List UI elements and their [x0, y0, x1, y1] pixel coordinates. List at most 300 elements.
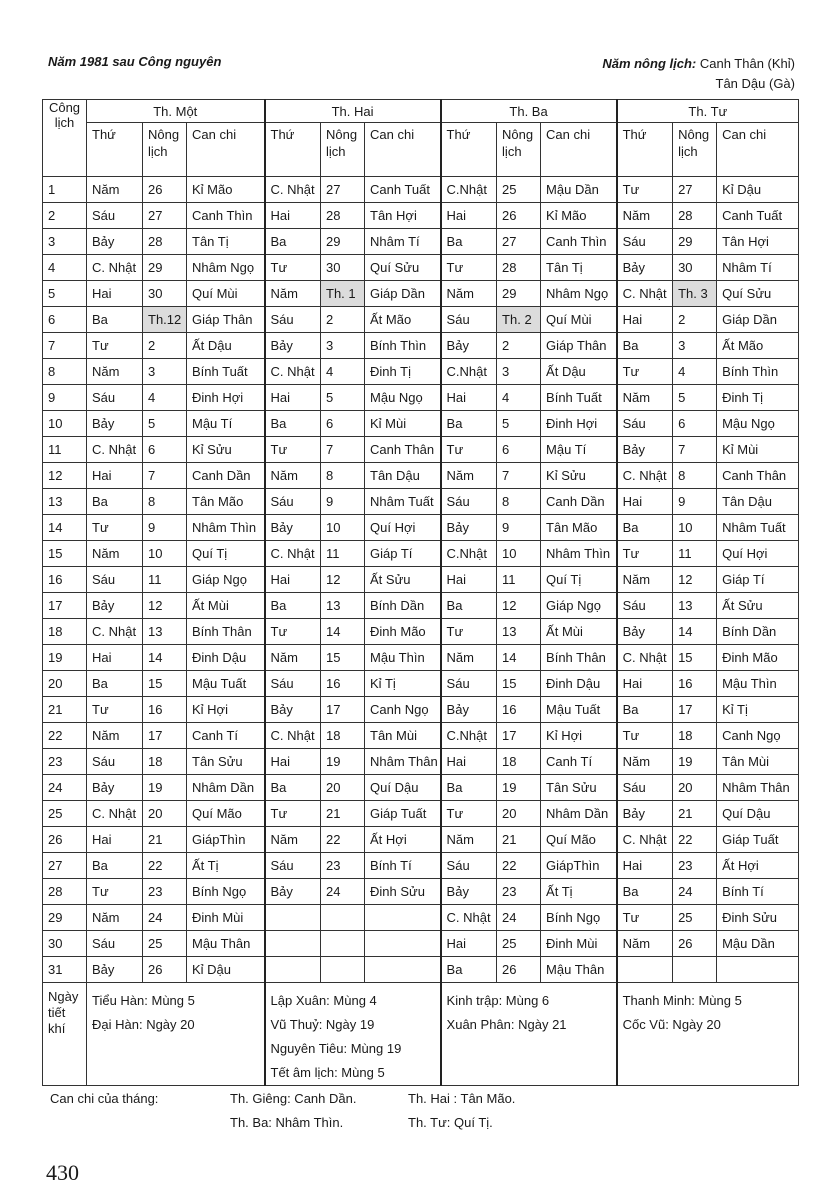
- table-cell: Bảy: [265, 879, 321, 905]
- table-cell: Năm: [87, 541, 143, 567]
- table-cell: 15: [497, 671, 541, 697]
- table-cell: Quí Tị: [187, 541, 265, 567]
- table-cell: 11: [673, 541, 717, 567]
- day-cell: 19: [43, 645, 87, 671]
- table-cell: 16: [673, 671, 717, 697]
- table-cell: Nhâm Ngọ: [541, 281, 617, 307]
- table-cell: Sáu: [87, 749, 143, 775]
- table-cell: 11: [143, 567, 187, 593]
- table-cell: Canh Thìn: [187, 203, 265, 229]
- table-cell: Hai: [441, 931, 497, 957]
- tiet-khi-cell: [441, 983, 617, 1086]
- table-cell: [321, 905, 365, 931]
- table-cell: Tư: [265, 255, 321, 281]
- table-cell: Tân Mão: [541, 515, 617, 541]
- table-cell: C. Nhật: [87, 437, 143, 463]
- table-cell: Tân Tị: [541, 255, 617, 281]
- table-cell: C.Nhật: [441, 177, 497, 203]
- table-cell: 17: [673, 697, 717, 723]
- table-cell: 18: [497, 749, 541, 775]
- table-cell: Giáp Tí: [365, 541, 441, 567]
- table-cell: Quí Dậu: [365, 775, 441, 801]
- table-cell: Năm: [87, 359, 143, 385]
- table-cell: Năm: [441, 645, 497, 671]
- table-cell: Năm: [265, 827, 321, 853]
- table-cell: Ất Dậu: [541, 359, 617, 385]
- tiet-khi-item: Lập Xuân: Mùng 4: [270, 993, 377, 1008]
- table-cell: Mậu Tuất: [187, 671, 265, 697]
- table-cell: GiápThìn: [187, 827, 265, 853]
- table-cell: Th.12: [143, 307, 187, 333]
- table-cell: 16: [497, 697, 541, 723]
- corner-header: Công lịch: [43, 100, 87, 177]
- table-row: [43, 541, 799, 567]
- table-cell: 3: [143, 359, 187, 385]
- day-cell: 14: [43, 515, 87, 541]
- table-cell: Mậu Thân: [541, 957, 617, 983]
- table-cell: 5: [143, 411, 187, 437]
- tiet-khi-cell: [265, 983, 441, 1086]
- table-cell: Giáp Tuất: [717, 827, 799, 853]
- table-cell: Mậu Dần: [717, 931, 799, 957]
- table-cell: Hai: [617, 307, 673, 333]
- table-cell: Tư: [441, 801, 497, 827]
- table-cell: 28: [143, 229, 187, 255]
- table-cell: Quí Mão: [541, 827, 617, 853]
- table-row: [43, 177, 799, 203]
- table-cell: [265, 905, 321, 931]
- table-cell: Ba: [441, 957, 497, 983]
- table-cell: Ba: [617, 879, 673, 905]
- table-cell: 30: [321, 255, 365, 281]
- table-cell: 20: [497, 801, 541, 827]
- table-cell: Nhâm Dần: [541, 801, 617, 827]
- table-cell: 2: [143, 333, 187, 359]
- table-cell: Tư: [87, 879, 143, 905]
- table-cell: Tân Sửu: [187, 749, 265, 775]
- column-header: Can chi: [365, 123, 441, 177]
- table-cell: Sáu: [265, 853, 321, 879]
- table-cell: C. Nhật: [441, 905, 497, 931]
- table-cell: 5: [673, 385, 717, 411]
- table-cell: C. Nhật: [617, 827, 673, 853]
- table-cell: 19: [143, 775, 187, 801]
- table-cell: Hai: [87, 645, 143, 671]
- table-cell: Quí Tị: [541, 567, 617, 593]
- table-cell: 21: [497, 827, 541, 853]
- table-cell: Năm: [87, 723, 143, 749]
- table-cell: 16: [143, 697, 187, 723]
- table-cell: Hai: [617, 489, 673, 515]
- table-cell: Ất Mão: [365, 307, 441, 333]
- table-cell: 19: [673, 749, 717, 775]
- table-row: [43, 437, 799, 463]
- table-cell: 5: [321, 385, 365, 411]
- table-cell: Ba: [617, 515, 673, 541]
- table-cell: Ba: [617, 333, 673, 359]
- table-row: [43, 255, 799, 281]
- table-cell: Tư: [617, 177, 673, 203]
- table-cell: Kỉ Dậu: [187, 957, 265, 983]
- table-cell: 26: [497, 957, 541, 983]
- table-cell: 27: [321, 177, 365, 203]
- day-cell: 18: [43, 619, 87, 645]
- table-cell: 24: [321, 879, 365, 905]
- month-canchi-col2: [408, 1087, 515, 1135]
- table-cell: C. Nhật: [617, 645, 673, 671]
- table-cell: Nhâm Thìn: [541, 541, 617, 567]
- tiet-khi-cell: [87, 983, 265, 1086]
- table-cell: Nhâm Thìn: [187, 515, 265, 541]
- table-cell: 8: [497, 489, 541, 515]
- table-cell: Ất Mão: [717, 333, 799, 359]
- table-cell: 4: [673, 359, 717, 385]
- table-cell: Tư: [87, 515, 143, 541]
- day-cell: 25: [43, 801, 87, 827]
- table-cell: Canh Tí: [187, 723, 265, 749]
- table-cell: Bính Ngọ: [541, 905, 617, 931]
- table-cell: 13: [497, 619, 541, 645]
- day-cell: 3: [43, 229, 87, 255]
- table-cell: [617, 957, 673, 983]
- day-cell: 7: [43, 333, 87, 359]
- table-cell: 18: [673, 723, 717, 749]
- table-cell: Bảy: [617, 437, 673, 463]
- table-cell: Đinh Mùi: [541, 931, 617, 957]
- tiet-khi-item: Tiểu Hàn: Mùng 5: [92, 993, 195, 1008]
- lunar-year-heading: [602, 54, 795, 94]
- table-cell: 28: [673, 203, 717, 229]
- table-cell: 26: [143, 957, 187, 983]
- table-cell: 18: [321, 723, 365, 749]
- tiet-khi-item: Xuân Phân: Ngày 21: [446, 1017, 567, 1032]
- table-cell: 13: [143, 619, 187, 645]
- table-cell: Canh Thân: [717, 463, 799, 489]
- table-cell: Đinh Dậu: [187, 645, 265, 671]
- table-cell: 24: [673, 879, 717, 905]
- table-cell: Bính Tuất: [187, 359, 265, 385]
- table-cell: Kỉ Mùi: [365, 411, 441, 437]
- table-cell: Giáp Thân: [187, 307, 265, 333]
- table-cell: 6: [497, 437, 541, 463]
- table-cell: Th. 3: [673, 281, 717, 307]
- table-cell: 11: [321, 541, 365, 567]
- table-cell: Giáp Dần: [717, 307, 799, 333]
- table-cell: 7: [497, 463, 541, 489]
- table-cell: 16: [321, 671, 365, 697]
- table-cell: 4: [497, 385, 541, 411]
- sub-header-row: [43, 123, 799, 177]
- column-header: Thứ: [441, 123, 497, 177]
- table-cell: 4: [143, 385, 187, 411]
- table-cell: 15: [321, 645, 365, 671]
- month-canchi-3: Th. Ba: Nhâm Thìn.: [230, 1115, 344, 1130]
- table-cell: 27: [673, 177, 717, 203]
- table-row: [43, 645, 799, 671]
- table-cell: Sáu: [441, 853, 497, 879]
- table-cell: Hai: [441, 385, 497, 411]
- table-cell: Quí Dậu: [717, 801, 799, 827]
- table-cell: Nhâm Tí: [717, 255, 799, 281]
- table-cell: 8: [143, 489, 187, 515]
- table-row: [43, 229, 799, 255]
- table-cell: Nhâm Tuất: [365, 489, 441, 515]
- day-cell: 10: [43, 411, 87, 437]
- table-cell: Canh Ngọ: [365, 697, 441, 723]
- table-cell: Ất Sửu: [717, 593, 799, 619]
- table-cell: Đinh Hợi: [541, 411, 617, 437]
- tiet-khi-cell: [617, 983, 799, 1086]
- table-row: [43, 463, 799, 489]
- table-cell: 23: [143, 879, 187, 905]
- table-cell: Ba: [441, 593, 497, 619]
- month-canchi-label: Can chi của tháng:: [50, 1091, 159, 1106]
- column-header: Can chi: [717, 123, 799, 177]
- table-cell: Sáu: [87, 203, 143, 229]
- table-cell: Hai: [87, 281, 143, 307]
- table-cell: Ba: [441, 775, 497, 801]
- table-cell: 7: [143, 463, 187, 489]
- table-cell: [365, 957, 441, 983]
- table-cell: Bảy: [617, 619, 673, 645]
- table-row: [43, 879, 799, 905]
- table-cell: 12: [321, 567, 365, 593]
- table-cell: Nhâm Tuất: [717, 515, 799, 541]
- day-cell: 26: [43, 827, 87, 853]
- table-cell: Giáp Dần: [365, 281, 441, 307]
- table-cell: Ba: [87, 307, 143, 333]
- table-cell: Bảy: [617, 255, 673, 281]
- tiet-khi-label: [43, 983, 87, 1086]
- tiet-khi-item: Cốc Vũ: Ngày 20: [622, 1017, 721, 1032]
- table-cell: Ba: [87, 671, 143, 697]
- page-number: 430: [46, 1160, 79, 1185]
- table-cell: 9: [497, 515, 541, 541]
- table-cell: 23: [497, 879, 541, 905]
- day-cell: 20: [43, 671, 87, 697]
- table-cell: Tư: [617, 723, 673, 749]
- table-cell: 19: [497, 775, 541, 801]
- table-cell: 21: [321, 801, 365, 827]
- table-cell: 30: [143, 281, 187, 307]
- table-row: [43, 281, 799, 307]
- table-cell: 5: [497, 411, 541, 437]
- table-row: [43, 359, 799, 385]
- table-cell: Đinh Hợi: [187, 385, 265, 411]
- table-cell: Hai: [265, 749, 321, 775]
- month-canchi-col1: [230, 1087, 356, 1135]
- table-cell: Năm: [87, 177, 143, 203]
- table-cell: [265, 957, 321, 983]
- day-cell: 5: [43, 281, 87, 307]
- table-cell: Canh Tí: [541, 749, 617, 775]
- table-cell: Hai: [441, 203, 497, 229]
- table-cell: Mậu Thân: [187, 931, 265, 957]
- table-cell: C. Nhật: [617, 463, 673, 489]
- table-cell: Năm: [617, 385, 673, 411]
- table-cell: Nhâm Tí: [365, 229, 441, 255]
- table-cell: Mậu Thìn: [717, 671, 799, 697]
- lunar-year-line2: Tân Dậu (Gà): [715, 76, 795, 91]
- table-cell: Năm: [617, 749, 673, 775]
- table-cell: [321, 957, 365, 983]
- table-cell: 9: [321, 489, 365, 515]
- table-cell: Kỉ Dậu: [717, 177, 799, 203]
- table-cell: Canh Thân: [365, 437, 441, 463]
- table-cell: [717, 957, 799, 983]
- table-cell: C. Nhật: [617, 281, 673, 307]
- table-row: [43, 723, 799, 749]
- table-cell: Hai: [265, 385, 321, 411]
- day-cell: 29: [43, 905, 87, 931]
- day-cell: 2: [43, 203, 87, 229]
- table-cell: Năm: [617, 567, 673, 593]
- table-row: [43, 385, 799, 411]
- table-cell: Tư: [617, 541, 673, 567]
- table-cell: 27: [143, 203, 187, 229]
- table-cell: Mậu Tí: [541, 437, 617, 463]
- table-cell: Kỉ Hợi: [541, 723, 617, 749]
- table-cell: Tân Dậu: [365, 463, 441, 489]
- table-cell: Năm: [617, 203, 673, 229]
- table-cell: 30: [673, 255, 717, 281]
- table-cell: Sáu: [441, 307, 497, 333]
- table-cell: Ất Hợi: [365, 827, 441, 853]
- table-row: [43, 671, 799, 697]
- table-cell: Bảy: [87, 957, 143, 983]
- table-cell: Sáu: [441, 489, 497, 515]
- table-cell: Ba: [87, 853, 143, 879]
- table-cell: Nhâm Dần: [187, 775, 265, 801]
- table-cell: 25: [497, 931, 541, 957]
- table-cell: Năm: [87, 905, 143, 931]
- table-cell: Bảy: [87, 411, 143, 437]
- table-cell: [265, 931, 321, 957]
- table-cell: 21: [673, 801, 717, 827]
- table-cell: C. Nhật: [87, 619, 143, 645]
- table-cell: Bính Tí: [717, 879, 799, 905]
- table-cell: Ba: [265, 229, 321, 255]
- table-cell: Giáp Tuất: [365, 801, 441, 827]
- table-cell: [673, 957, 717, 983]
- table-row: [43, 593, 799, 619]
- table-cell: 27: [497, 229, 541, 255]
- column-header: Can chi: [187, 123, 265, 177]
- table-row: [43, 957, 799, 983]
- table-cell: Năm: [265, 645, 321, 671]
- table-cell: Bính Ngọ: [187, 879, 265, 905]
- day-cell: 4: [43, 255, 87, 281]
- table-cell: Ba: [441, 229, 497, 255]
- table-cell: 15: [673, 645, 717, 671]
- table-row: [43, 931, 799, 957]
- table-cell: 20: [673, 775, 717, 801]
- table-cell: 7: [673, 437, 717, 463]
- table-cell: Hai: [441, 567, 497, 593]
- calendar-table: [42, 99, 799, 1086]
- month-header: Th. Tư: [617, 100, 799, 123]
- table-cell: Tư: [441, 255, 497, 281]
- table-cell: 12: [497, 593, 541, 619]
- table-cell: Tân Dậu: [717, 489, 799, 515]
- table-cell: Canh Thìn: [541, 229, 617, 255]
- lunar-year-label: Năm nông lịch:: [602, 56, 697, 71]
- day-cell: 1: [43, 177, 87, 203]
- table-cell: 6: [143, 437, 187, 463]
- table-cell: Tân Mão: [187, 489, 265, 515]
- table-row: [43, 515, 799, 541]
- table-cell: 9: [143, 515, 187, 541]
- table-cell: 25: [497, 177, 541, 203]
- month-header: Th. Một: [87, 100, 265, 123]
- table-cell: 17: [321, 697, 365, 723]
- table-cell: Đinh Mão: [717, 645, 799, 671]
- table-cell: [365, 931, 441, 957]
- column-header: Nông lịch: [497, 123, 541, 177]
- table-cell: Mậu Tuất: [541, 697, 617, 723]
- table-cell: Sáu: [87, 931, 143, 957]
- table-cell: Nhâm Ngọ: [187, 255, 265, 281]
- table-cell: 28: [321, 203, 365, 229]
- column-header: Nông lịch: [673, 123, 717, 177]
- table-cell: 17: [497, 723, 541, 749]
- day-cell: 28: [43, 879, 87, 905]
- table-cell: 20: [321, 775, 365, 801]
- table-cell: Đinh Mùi: [187, 905, 265, 931]
- day-cell: 12: [43, 463, 87, 489]
- table-cell: 6: [673, 411, 717, 437]
- table-cell: 23: [321, 853, 365, 879]
- table-cell: 2: [321, 307, 365, 333]
- table-cell: 22: [321, 827, 365, 853]
- table-cell: Sáu: [617, 593, 673, 619]
- table-cell: Hai: [265, 567, 321, 593]
- table-cell: 14: [497, 645, 541, 671]
- table-cell: 24: [143, 905, 187, 931]
- tiet-khi-item: Vũ Thuỷ: Ngày 19: [270, 1017, 375, 1032]
- column-header: Thứ: [87, 123, 143, 177]
- day-cell: 11: [43, 437, 87, 463]
- table-row: [43, 905, 799, 931]
- tiet-khi-item: Kinh trập: Mùng 6: [446, 993, 550, 1008]
- table-cell: Quí Sửu: [717, 281, 799, 307]
- table-cell: Hai: [441, 749, 497, 775]
- table-cell: 8: [321, 463, 365, 489]
- column-header: Nông lịch: [321, 123, 365, 177]
- table-cell: Kỉ Tị: [365, 671, 441, 697]
- tiet-khi-item: Nguyên Tiêu: Mùng 19: [270, 1041, 402, 1056]
- table-cell: Tư: [617, 905, 673, 931]
- table-cell: Bảy: [617, 801, 673, 827]
- table-cell: Hai: [265, 203, 321, 229]
- table-cell: 3: [673, 333, 717, 359]
- table-cell: Ất Dậu: [187, 333, 265, 359]
- table-cell: [365, 905, 441, 931]
- table-row: [43, 853, 799, 879]
- table-cell: 22: [143, 853, 187, 879]
- table-cell: Ất Tị: [541, 879, 617, 905]
- table-cell: Sáu: [617, 775, 673, 801]
- table-cell: 10: [143, 541, 187, 567]
- month-canchi-2: Th. Hai : Tân Mão.: [408, 1091, 516, 1106]
- day-cell: 13: [43, 489, 87, 515]
- table-cell: Hai: [617, 853, 673, 879]
- table-cell: Bảy: [441, 879, 497, 905]
- day-cell: 6: [43, 307, 87, 333]
- table-cell: 14: [321, 619, 365, 645]
- table-cell: Kỉ Hợi: [187, 697, 265, 723]
- tiet-khi-item: Tết âm lịch: Mùng 5: [270, 1065, 385, 1080]
